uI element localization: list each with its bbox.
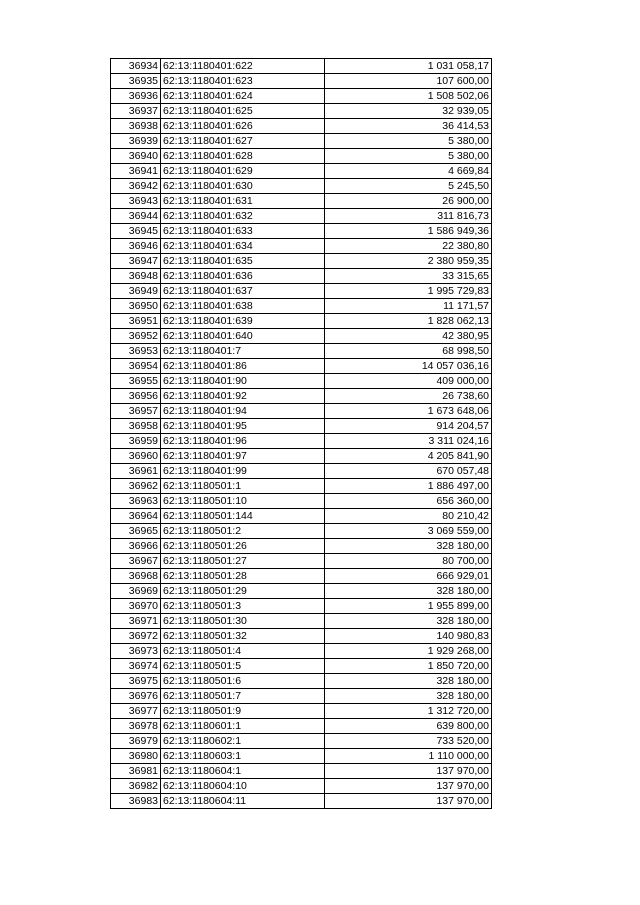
- table-row: [111, 89, 492, 104]
- table-row: [111, 329, 492, 344]
- row-number-cell: 36941: [111, 164, 161, 179]
- table-row: [111, 794, 492, 809]
- row-number-cell: 36972: [111, 629, 161, 644]
- table-row: [111, 749, 492, 764]
- table-row: [111, 674, 492, 689]
- row-number-cell: 36971: [111, 614, 161, 629]
- cadastral-value-cell: 26 738,60: [325, 389, 492, 404]
- table-row: [111, 224, 492, 239]
- cadastral-value-cell: 4 669,84: [325, 164, 492, 179]
- table-row: [111, 269, 492, 284]
- table-row: [111, 374, 492, 389]
- table-row: [111, 509, 492, 524]
- cadastral-value-cell: 5 380,00: [325, 149, 492, 164]
- table-row: [111, 239, 492, 254]
- cadastral-number-cell: 62:13:1180604:10: [161, 779, 325, 794]
- row-number-cell: 36979: [111, 734, 161, 749]
- cadastral-number-cell: 62:13:1180401:626: [161, 119, 325, 134]
- cadastral-value-cell: 328 180,00: [325, 584, 492, 599]
- cadastral-number-cell: 62:13:1180501:9: [161, 704, 325, 719]
- row-number-cell: 36964: [111, 509, 161, 524]
- row-number-cell: 36980: [111, 749, 161, 764]
- cadastral-number-cell: 62:13:1180401:92: [161, 389, 325, 404]
- table-row: [111, 689, 492, 704]
- table-row: [111, 644, 492, 659]
- table-row: [111, 584, 492, 599]
- cadastral-number-cell: 62:13:1180401:633: [161, 224, 325, 239]
- row-number-cell: 36948: [111, 269, 161, 284]
- cadastral-number-cell: 62:13:1180601:1: [161, 719, 325, 734]
- cadastral-value-cell: 2 380 959,35: [325, 254, 492, 269]
- row-number-cell: 36949: [111, 284, 161, 299]
- cadastral-value-cell: 666 929,01: [325, 569, 492, 584]
- row-number-cell: 36974: [111, 659, 161, 674]
- cadastral-number-cell: 62:13:1180401:635: [161, 254, 325, 269]
- cadastral-number-cell: 62:13:1180501:29: [161, 584, 325, 599]
- table-body: [111, 59, 492, 809]
- table-row: [111, 104, 492, 119]
- row-number-cell: 36947: [111, 254, 161, 269]
- cadastral-value-cell: 311 816,73: [325, 209, 492, 224]
- row-number-cell: 36934: [111, 59, 161, 74]
- cadastral-value-cell: 137 970,00: [325, 794, 492, 809]
- cadastral-number-cell: 62:13:1180401:636: [161, 269, 325, 284]
- cadastral-value-cell: 670 057,48: [325, 464, 492, 479]
- row-number-cell: 36954: [111, 359, 161, 374]
- cadastral-number-cell: 62:13:1180501:32: [161, 629, 325, 644]
- row-number-cell: 36969: [111, 584, 161, 599]
- row-number-cell: 36956: [111, 389, 161, 404]
- cadastral-value-cell: 1 955 899,00: [325, 599, 492, 614]
- row-number-cell: 36953: [111, 344, 161, 359]
- cadastral-number-cell: 62:13:1180604:11: [161, 794, 325, 809]
- cadastral-value-cell: 68 998,50: [325, 344, 492, 359]
- table-row: [111, 359, 492, 374]
- table-row: [111, 59, 492, 74]
- cadastral-number-cell: 62:13:1180501:30: [161, 614, 325, 629]
- table-row: [111, 599, 492, 614]
- cadastral-number-cell: 62:13:1180501:28: [161, 569, 325, 584]
- row-number-cell: 36970: [111, 599, 161, 614]
- cadastral-number-cell: 62:13:1180604:1: [161, 764, 325, 779]
- table-row: [111, 254, 492, 269]
- table-row: [111, 704, 492, 719]
- cadastral-value-cell: 1 110 000,00: [325, 749, 492, 764]
- row-number-cell: 36975: [111, 674, 161, 689]
- cadastral-value-cell: 140 980,83: [325, 629, 492, 644]
- cadastral-number-cell: 62:13:1180401:86: [161, 359, 325, 374]
- row-number-cell: 36968: [111, 569, 161, 584]
- table-row: [111, 419, 492, 434]
- row-number-cell: 36950: [111, 299, 161, 314]
- row-number-cell: 36952: [111, 329, 161, 344]
- cadastral-number-cell: 62:13:1180401:623: [161, 74, 325, 89]
- row-number-cell: 36978: [111, 719, 161, 734]
- table-row: [111, 179, 492, 194]
- row-number-cell: 36973: [111, 644, 161, 659]
- cadastral-value-cell: 107 600,00: [325, 74, 492, 89]
- table-row: [111, 734, 492, 749]
- row-number-cell: 36945: [111, 224, 161, 239]
- cadastral-number-cell: 62:13:1180401:629: [161, 164, 325, 179]
- row-number-cell: 36939: [111, 134, 161, 149]
- table-row: [111, 284, 492, 299]
- row-number-cell: 36943: [111, 194, 161, 209]
- row-number-cell: 36946: [111, 239, 161, 254]
- cadastral-value-cell: 5 245,50: [325, 179, 492, 194]
- cadastral-value-cell: 656 360,00: [325, 494, 492, 509]
- row-number-cell: 36937: [111, 104, 161, 119]
- table-row: [111, 659, 492, 674]
- row-number-cell: 36944: [111, 209, 161, 224]
- cadastral-value-cell: 1 312 720,00: [325, 704, 492, 719]
- row-number-cell: 36958: [111, 419, 161, 434]
- cadastral-number-cell: 62:13:1180501:7: [161, 689, 325, 704]
- cadastral-number-cell: 62:13:1180501:27: [161, 554, 325, 569]
- cadastral-value-cell: 1 886 497,00: [325, 479, 492, 494]
- cadastral-value-cell: 80 210,42: [325, 509, 492, 524]
- cadastral-value-cell: 14 057 036,16: [325, 359, 492, 374]
- row-number-cell: 36962: [111, 479, 161, 494]
- cadastral-value-cell: 914 204,57: [325, 419, 492, 434]
- table-row: [111, 389, 492, 404]
- cadastral-value-cell: 42 380,95: [325, 329, 492, 344]
- table-row: [111, 719, 492, 734]
- table-row: [111, 149, 492, 164]
- cadastral-number-cell: 62:13:1180603:1: [161, 749, 325, 764]
- row-number-cell: 36955: [111, 374, 161, 389]
- cadastral-number-cell: 62:13:1180401:90: [161, 374, 325, 389]
- cadastral-value-cell: 22 380,80: [325, 239, 492, 254]
- table-row: [111, 569, 492, 584]
- row-number-cell: 36959: [111, 434, 161, 449]
- cadastral-number-cell: 62:13:1180401:628: [161, 149, 325, 164]
- cadastral-number-cell: 62:13:1180401:630: [161, 179, 325, 194]
- table-row: [111, 614, 492, 629]
- cadastral-value-cell: 409 000,00: [325, 374, 492, 389]
- cadastral-value-cell: 1 508 502,06: [325, 89, 492, 104]
- cadastral-value-cell: 639 800,00: [325, 719, 492, 734]
- cadastral-number-cell: 62:13:1180401:627: [161, 134, 325, 149]
- cadastral-number-cell: 62:13:1180401:640: [161, 329, 325, 344]
- row-number-cell: 36982: [111, 779, 161, 794]
- row-number-cell: 36976: [111, 689, 161, 704]
- table-row: [111, 524, 492, 539]
- cadastral-value-cell: 4 205 841,90: [325, 449, 492, 464]
- cadastral-number-cell: 62:13:1180401:634: [161, 239, 325, 254]
- cadastral-value-cell: 1 995 729,83: [325, 284, 492, 299]
- table-row: [111, 629, 492, 644]
- row-number-cell: 36977: [111, 704, 161, 719]
- cadastral-number-cell: 62:13:1180501:4: [161, 644, 325, 659]
- table-row: [111, 479, 492, 494]
- table-row: [111, 764, 492, 779]
- cadastral-number-cell: 62:13:1180501:1: [161, 479, 325, 494]
- row-number-cell: 36960: [111, 449, 161, 464]
- row-number-cell: 36963: [111, 494, 161, 509]
- cadastral-value-cell: 137 970,00: [325, 779, 492, 794]
- cadastral-value-cell: 1 828 062,13: [325, 314, 492, 329]
- row-number-cell: 36940: [111, 149, 161, 164]
- row-number-cell: 36967: [111, 554, 161, 569]
- cadastral-number-cell: 62:13:1180401:94: [161, 404, 325, 419]
- cadastral-number-cell: 62:13:1180501:6: [161, 674, 325, 689]
- table-row: [111, 554, 492, 569]
- cadastral-value-cell: 1 673 648,06: [325, 404, 492, 419]
- table-row: [111, 344, 492, 359]
- table-row: [111, 134, 492, 149]
- cadastral-number-cell: 62:13:1180401:7: [161, 344, 325, 359]
- cadastral-number-cell: 62:13:1180401:99: [161, 464, 325, 479]
- table-row: [111, 434, 492, 449]
- table-row: [111, 164, 492, 179]
- row-number-cell: 36961: [111, 464, 161, 479]
- cadastral-number-cell: 62:13:1180401:96: [161, 434, 325, 449]
- cadastral-value-cell: 328 180,00: [325, 689, 492, 704]
- cadastral-number-cell: 62:13:1180501:10: [161, 494, 325, 509]
- table-row: [111, 314, 492, 329]
- cadastral-number-cell: 62:13:1180401:622: [161, 59, 325, 74]
- row-number-cell: 36957: [111, 404, 161, 419]
- table-row: [111, 494, 492, 509]
- cadastral-number-cell: 62:13:1180501:144: [161, 509, 325, 524]
- cadastral-value-table: [110, 58, 492, 809]
- cadastral-value-cell: 328 180,00: [325, 614, 492, 629]
- cadastral-value-cell: 11 171,57: [325, 299, 492, 314]
- cadastral-number-cell: 62:13:1180401:631: [161, 194, 325, 209]
- cadastral-value-cell: 26 900,00: [325, 194, 492, 209]
- row-number-cell: 36965: [111, 524, 161, 539]
- table-row: [111, 119, 492, 134]
- cadastral-value-cell: 137 970,00: [325, 764, 492, 779]
- row-number-cell: 36966: [111, 539, 161, 554]
- cadastral-value-cell: 3 069 559,00: [325, 524, 492, 539]
- cadastral-number-cell: 62:13:1180501:5: [161, 659, 325, 674]
- cadastral-number-cell: 62:13:1180401:624: [161, 89, 325, 104]
- row-number-cell: 36983: [111, 794, 161, 809]
- table-row: [111, 194, 492, 209]
- cadastral-value-cell: 5 380,00: [325, 134, 492, 149]
- cadastral-number-cell: 62:13:1180401:632: [161, 209, 325, 224]
- cadastral-number-cell: 62:13:1180401:95: [161, 419, 325, 434]
- row-number-cell: 36938: [111, 119, 161, 134]
- cadastral-number-cell: 62:13:1180602:1: [161, 734, 325, 749]
- cadastral-value-cell: 1 586 949,36: [325, 224, 492, 239]
- table-row: [111, 464, 492, 479]
- table-row: [111, 539, 492, 554]
- cadastral-value-cell: 3 311 024,16: [325, 434, 492, 449]
- cadastral-value-cell: 36 414,53: [325, 119, 492, 134]
- cadastral-value-cell: 1 850 720,00: [325, 659, 492, 674]
- table-row: [111, 74, 492, 89]
- row-number-cell: 36951: [111, 314, 161, 329]
- table-row: [111, 209, 492, 224]
- row-number-cell: 36935: [111, 74, 161, 89]
- cadastral-number-cell: 62:13:1180401:637: [161, 284, 325, 299]
- cadastral-value-cell: 33 315,65: [325, 269, 492, 284]
- row-number-cell: 36981: [111, 764, 161, 779]
- cadastral-number-cell: 62:13:1180501:2: [161, 524, 325, 539]
- cadastral-value-cell: 80 700,00: [325, 554, 492, 569]
- cadastral-value-cell: 32 939,05: [325, 104, 492, 119]
- row-number-cell: 36942: [111, 179, 161, 194]
- cadastral-number-cell: 62:13:1180501:26: [161, 539, 325, 554]
- cadastral-value-cell: 1 929 268,00: [325, 644, 492, 659]
- cadastral-number-cell: 62:13:1180401:97: [161, 449, 325, 464]
- cadastral-number-cell: 62:13:1180401:639: [161, 314, 325, 329]
- table-row: [111, 299, 492, 314]
- cadastral-number-cell: 62:13:1180401:638: [161, 299, 325, 314]
- cadastral-number-cell: 62:13:1180501:3: [161, 599, 325, 614]
- cadastral-number-cell: 62:13:1180401:625: [161, 104, 325, 119]
- cadastral-value-cell: 1 031 058,17: [325, 59, 492, 74]
- table-row: [111, 449, 492, 464]
- table-row: [111, 404, 492, 419]
- table-row: [111, 779, 492, 794]
- row-number-cell: 36936: [111, 89, 161, 104]
- cadastral-value-cell: 328 180,00: [325, 539, 492, 554]
- cadastral-value-cell: 733 520,00: [325, 734, 492, 749]
- cadastral-value-cell: 328 180,00: [325, 674, 492, 689]
